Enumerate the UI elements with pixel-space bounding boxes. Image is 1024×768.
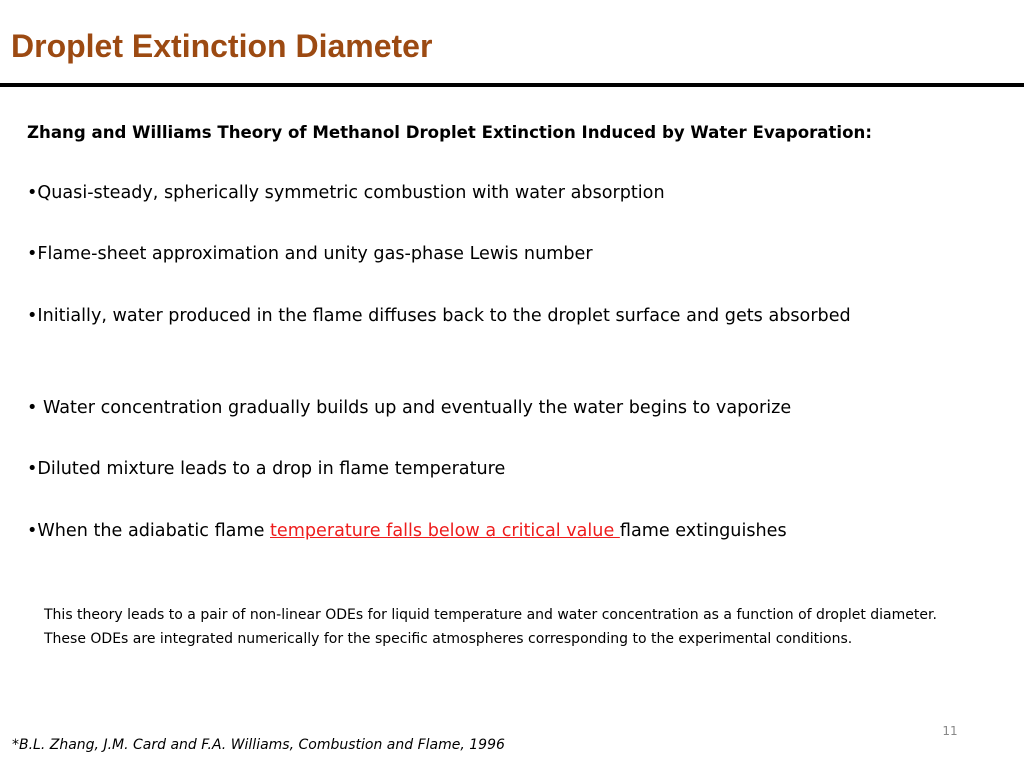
slide-title: Droplet Extinction Diameter <box>11 28 433 64</box>
bullet-text-before: •When the adiabatic flame <box>27 521 270 541</box>
bullet-quasi-steady: •Quasi-steady, spherically symmetric combustion with water absorption <box>27 183 665 203</box>
title-divider <box>0 83 1024 87</box>
page-number: 11 <box>942 724 958 738</box>
section-heading: Zhang and Williams Theory of Methanol Droplet Extinction Induced by Water Evaporation: <box>27 123 872 142</box>
bullet-diluted-mixture: •Diluted mixture leads to a drop in flame temperature <box>27 459 506 479</box>
critical-value-link[interactable]: temperature falls below a critical value <box>270 521 620 541</box>
bullet-water-vaporize: • Water concentration gradually builds up and eventually the water begins to vaporize <box>27 398 792 418</box>
bullet-flame-sheet: •Flame-sheet approximation and unity gas-phase Lewis number <box>27 244 593 264</box>
bullet-flame-extinguishes <box>27 516 927 547</box>
summary-paragraph: This theory leads to a pair of non-linear ODEs for liquid temperature and water concentration as a function of droplet diameter. These ODEs are integrated numerically for the specific atmospheres corresponding to the experimental conditions. <box>44 607 937 647</box>
bullet-text-after: flame extinguishes <box>619 521 787 541</box>
citation: *B.L. Zhang, J.M. Card and F.A. Williams, Combustion and Flame, 1996 <box>12 737 505 753</box>
bullet-water-absorbed: •Initially, water produced in the flame diffuses back to the droplet surface and gets absorbed <box>27 306 851 326</box>
